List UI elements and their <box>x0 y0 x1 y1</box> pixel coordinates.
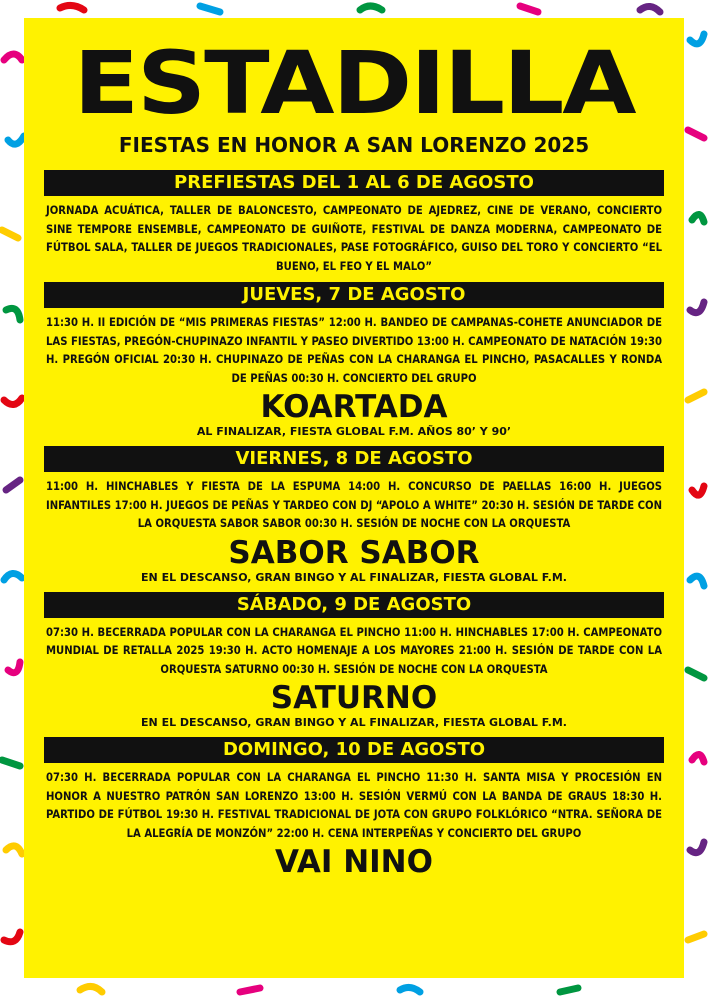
section-heading: DOMINGO, 10 DE AGOSTO <box>44 737 664 763</box>
section-note: EN EL DESCANSO, GRAN BINGO Y AL FINALIZAR, FIESTA GLOBAL F.M. <box>141 716 567 729</box>
headline-act: VAI NINO <box>275 844 433 880</box>
section-heading: PREFIESTAS DEL 1 AL 6 DE AGOSTO <box>44 170 664 196</box>
poster-subtitle: FIESTAS EN HONOR A SAN LORENZO 2025 <box>118 133 590 157</box>
section-note: AL FINALIZAR, FIESTA GLOBAL F.M. AÑOS 80’ Y 90’ <box>196 425 512 438</box>
poster-title: ESTADILLA <box>73 32 635 134</box>
section-heading: JUEVES, 7 DE AGOSTO <box>44 282 664 308</box>
section-viernes <box>44 446 664 586</box>
section-heading: SÁBADO, 9 DE AGOSTO <box>44 592 664 618</box>
section-prefiestas <box>44 170 664 276</box>
poster <box>24 18 684 978</box>
section-note: EN EL DESCANSO, GRAN BINGO Y AL FINALIZAR, FIESTA GLOBAL F.M. <box>141 570 567 584</box>
section-jueves <box>44 282 664 440</box>
section-program: 07:30 H. BECERRADA POPULAR CON LA CHARANGA EL PINCHO 11:30 H. SANTA MISA Y PROCESIÓN EN HONOR A NUESTRO PATRÓN SAN LORENZO 13:00 H. SESIÓN VERMÚ CON LA BANDA DE GRAUS 18:30 H. PARTIDO DE FÚTBOL 19:30 H. FESTIVAL TRADICIONAL DE JOTA CON GRUPO FOLKLÓRICO “NTRA. SEÑORA DE LA ALEGRÍA DE MONZÓN” 22:00 H. CENA INTERPEÑAS Y CONCIERTO DEL GRUPO <box>46 771 662 840</box>
section-program: 11:00 H. HINCHABLES Y FIESTA DE LA ESPUMA 14:00 H. CONCURSO DE PAELLAS 16:00 H. JUEGOS INFANTILES 17:00 H. JUEGOS DE PEÑAS Y TARDEO CON DJ “APOLO A WHITE” 20:30 H. SESIÓN DE TARDE CON LA ORQUESTA SABOR SABOR 00:30 H. SESIÓN DE NOCHE CON LA ORQUESTA <box>46 480 662 530</box>
headline-act: KOARTADA <box>260 389 448 425</box>
section-program: JORNADA ACUÁTICA, TALLER DE BALONCESTO, CAMPEONATO DE AJEDREZ, CINE DE VERANO, CONCIERTO SINE TEMPORE ENSEMBLE, CAMPEONATO DE GUIÑOTE, FESTIVAL DE DANZA MODERNA, CAMPEONATO DE FÚTBOL SALA, TALLER DE JUEGOS TRADICIONALES, PASE FOTOGRÁFICO, GUISO DEL TORO Y CONCIERTO “EL BUENO, EL FEO Y EL MALO” <box>46 204 662 273</box>
section-program: 07:30 H. BECERRADA POPULAR CON LA CHARANGA EL PINCHO 11:00 H. HINCHABLES 17:00 H. CAMPEONATO MUNDIAL DE RETALLA 2025 19:30 H. ACTO HOMENAJE A LOS MAYORES 21:00 H. SESIÓN DE TARDE CON LA ORQUESTA SATURNO 00:30 H. SESIÓN DE NOCHE CON LA ORQUESTA <box>46 625 662 676</box>
section-program: 11:30 H. II EDICIÓN DE “MIS PRIMERAS FIESTAS” 12:00 H. BANDEO DE CAMPANAS-COHETE ANUNCIADOR DE LAS FIESTAS, PREGÓN-CHUPINAZO INFANTIL Y PASEO DIVERTIDO 13:00 H. CAMPEONATO DE NATACIÓN 19:30 H. PREGÓN OFICIAL 20:30 H. CHUPINAZO DE PEÑAS CON LA CHARANGA EL PINCHO, PASACALLES Y RONDA DE PEÑAS 00:30 H. CONCIERTO DEL GRUPO <box>46 316 662 385</box>
section-sabado <box>44 592 664 732</box>
section-domingo <box>44 737 664 879</box>
headline-act: SATURNO <box>270 680 438 716</box>
section-heading: VIERNES, 8 DE AGOSTO <box>44 446 664 472</box>
headline-act: SABOR SABOR <box>228 534 480 571</box>
